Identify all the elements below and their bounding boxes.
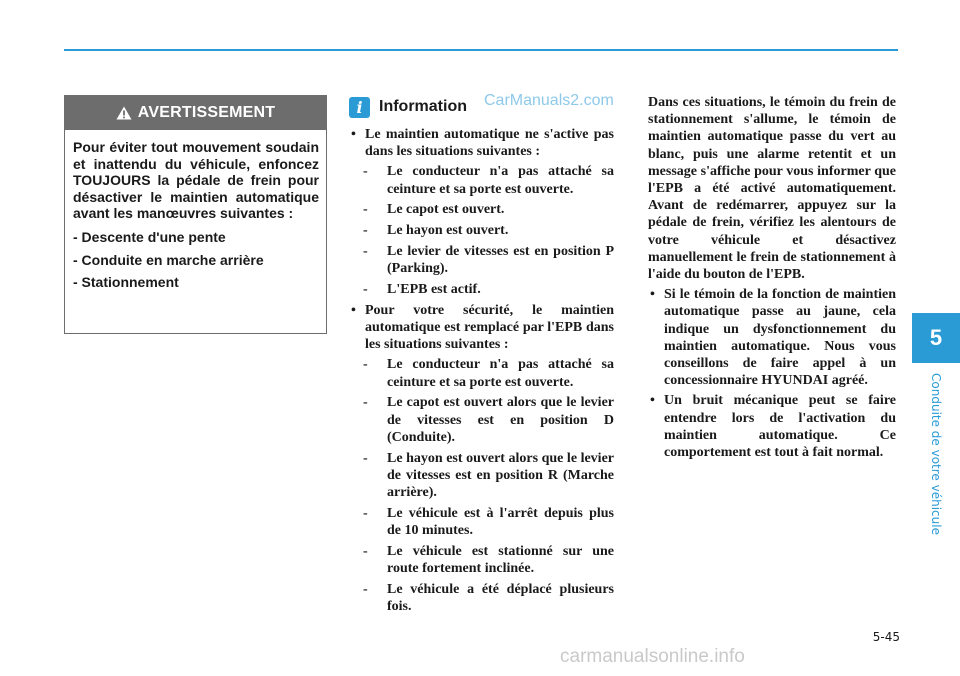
sub-list-item: - Le levier de vitesses est en position P (Parking). (363, 244, 614, 277)
sub-item-text: Le capot est ouvert alors que le levier de vitesses est en position D (Conduite). (387, 395, 614, 445)
sub-list-item: - Le conducteur n'a pas attaché sa ceinture et sa porte est ouverte. (363, 357, 614, 390)
sub-item-text: Le véhicule est stationné sur une route fortement inclinée. (387, 543, 614, 577)
bullet-text: Un bruit mécanique peut se faire entendre lors de l'activation du maintien automatique. Ce comportement est tout à fait normal. (664, 393, 896, 461)
footer-watermark: carmanualsonline.info (560, 646, 745, 667)
sub-list-item: - Le hayon est ouvert. (363, 223, 509, 239)
warning-body (65, 130, 326, 291)
warning-title: AVERTISSEMENT (137, 104, 276, 121)
bullet-icon: • (650, 287, 655, 303)
continuation-column (648, 94, 896, 464)
warning-item: - Stationnement (73, 274, 179, 291)
bullet-text: Le maintien automatique ne s'active pas dans les situations suivantes : (365, 127, 614, 160)
bullet-icon: • (351, 127, 356, 142)
bullet-text: Si le témoin de la fonction de maintien automatique passe au jaune, cela indique un dysfonctionnement du maintien automatique. Nous vous conseillons de faire appel à un concessionnaire HYUNDAI agréé. (664, 287, 896, 389)
top-rule (64, 49, 898, 51)
sub-list-item: - L'EPB est actif. (363, 282, 481, 297)
sub-item-text: L'EPB est actif. (387, 282, 481, 297)
warning-triangle-icon (116, 106, 132, 120)
bullet-text: Pour votre sécurité, le maintien automatique est remplacé par l'EPB dans les situations suivantes : (365, 302, 614, 353)
sub-list-item: - Le véhicule est à l'arrêt depuis plus de 10 minutes. (363, 505, 614, 539)
sub-list-item: - Le capot est ouvert. (363, 202, 505, 218)
sub-item-text: Le hayon est ouvert alors que le levier de vitesses est en position R (Marche arrière). (387, 450, 614, 501)
warning-item: - Descente d'une pente (73, 228, 226, 245)
sub-item-text: Le levier de vitesses est en position P (Parking). (387, 244, 614, 277)
watermark-text: CarManuals2.com (484, 92, 614, 109)
warning-header (65, 96, 326, 130)
sub-item-text: Le capot est ouvert. (387, 202, 505, 218)
sub-item-text: Le hayon est ouvert. (387, 223, 509, 239)
warning-intro: Pour éviter tout mouvement soudain et inattendu du véhicule, enfoncez TOUJOURS la pédale de frein pour désactiver le maintien automatique avant les manœuvres suivantes : (73, 139, 319, 222)
list-item (349, 302, 614, 354)
list-item (648, 286, 896, 389)
sub-list-item: - Le conducteur n'a pas attaché sa ceinture et sa porte est ouverte. (363, 164, 614, 197)
sub-item-text: Le conducteur n'a pas attaché sa ceinture et sa porte est ouverte. (387, 164, 614, 197)
chapter-number: 5 (929, 325, 943, 350)
page-number: 5-45 (872, 630, 900, 644)
information-list (349, 126, 614, 615)
sub-list-item: - Le hayon est ouvert alors que le levier de vitesses est en position R (Marche arrière). (363, 450, 614, 501)
sub-item-text: Le véhicule est à l'arrêt depuis plus de 10 minutes. (387, 505, 614, 539)
sub-item-text: Le véhicule a été déplacé plusieurs fois. (387, 581, 614, 615)
info-icon: i (349, 97, 370, 118)
warning-item: - Conduite en marche arrière (73, 251, 264, 268)
sub-item-text: Le conducteur n'a pas attaché sa ceinture et sa porte est ouverte. (387, 357, 614, 390)
information-column (349, 94, 614, 619)
warning-box (64, 95, 327, 334)
chapter-tab (912, 313, 960, 363)
bullet-icon: • (650, 393, 655, 409)
sub-list-item: - Le capot est ouvert alors que le levier de vitesses est en position D (Conduite). (363, 395, 614, 445)
sub-list-item: - Le véhicule a été déplacé plusieurs fois. (363, 581, 614, 615)
bullet-icon: • (351, 302, 356, 318)
list-item (648, 392, 896, 461)
chapter-title-text: Conduite de votre véhicule (929, 373, 943, 535)
sub-list-item: - Le véhicule est stationné sur une route fortement inclinée. (363, 543, 614, 577)
list-item (349, 126, 614, 160)
information-title: Information (379, 98, 467, 115)
continuation-paragraph: Dans ces situations, le témoin du frein de stationnement s'allume, le témoin de maintien automatique passe du vert au blanc, puis une alarme retentit et un message s'affiche pour vous informer que l'EPB a été activé automatiquement. Avant de redémarrer, appuyez sur la pédale de frein, vérifiez les alentours de votre véhicule et désactivez manuellement le frein de stationnement à l'aide du bouton de l'EPB. (648, 95, 896, 283)
